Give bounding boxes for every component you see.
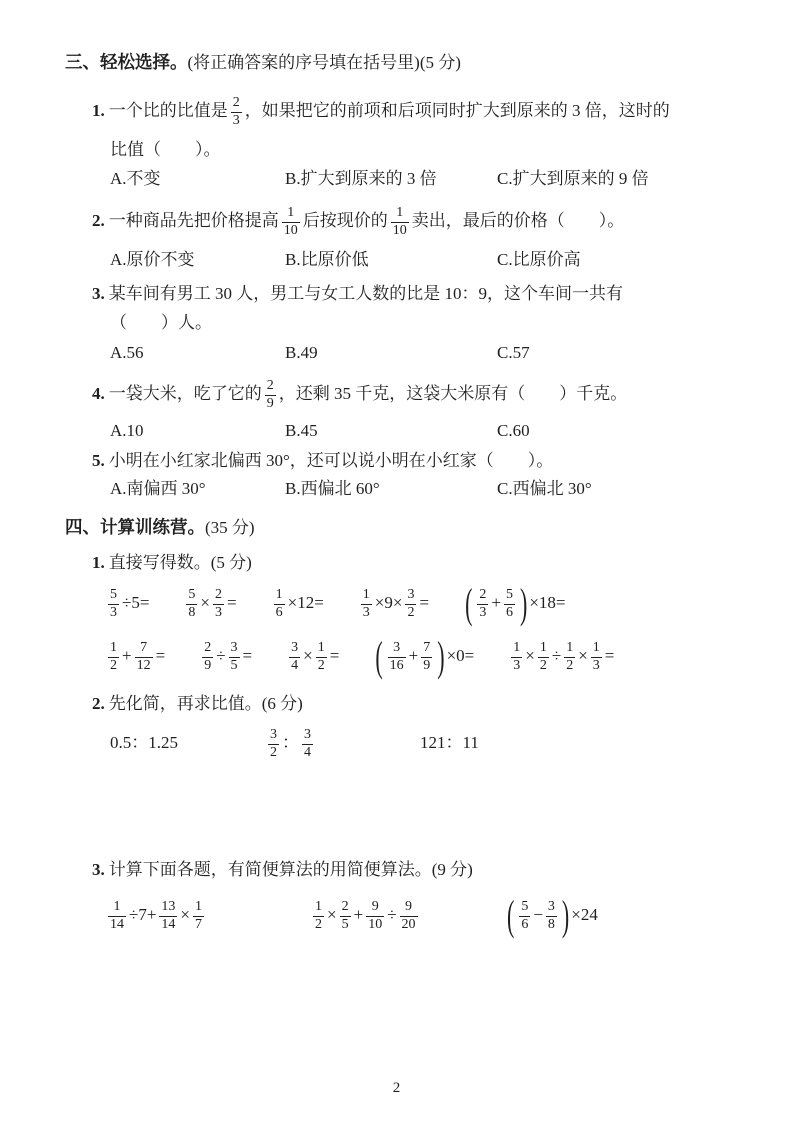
fraction-numerator: 1: [316, 640, 327, 658]
fraction: [421, 640, 432, 675]
fraction-numerator: 5: [108, 587, 119, 605]
fraction: [519, 899, 530, 934]
math-text: =: [227, 593, 237, 612]
fraction-numerator: 3: [546, 899, 557, 917]
fraction-numerator: 3: [302, 727, 313, 745]
fraction-denominator: 2: [407, 604, 415, 620]
fraction-denominator: 8: [188, 604, 196, 620]
question-4-options: [110, 420, 733, 442]
fraction-numerator: 1: [282, 205, 300, 223]
fraction: [405, 587, 416, 622]
question-1-option-b: B.扩大到原来的 3 倍: [285, 169, 437, 188]
fraction: [193, 899, 204, 934]
math-text: ÷: [551, 646, 562, 665]
fraction: [316, 640, 327, 675]
math-text: =: [155, 646, 166, 665]
fraction-numerator: 2: [231, 95, 242, 113]
math-text: 后按现价的: [302, 211, 388, 230]
math-text: ，如果把它的前项和后项同时扩大到原来的 3 倍，这时的: [244, 101, 670, 120]
math-text: 一个比的比值是: [108, 101, 228, 120]
question-2: [92, 198, 733, 271]
fraction-denominator: 8: [547, 916, 555, 932]
math-text: +: [353, 905, 364, 924]
fraction-numerator: 1: [361, 587, 372, 605]
question-3-text: [92, 283, 733, 305]
expression: [505, 889, 598, 941]
math-text: +: [122, 646, 132, 665]
question-5-number: 5.: [92, 451, 105, 470]
fraction-numerator: 9: [400, 899, 418, 917]
fraction-numerator: 5: [504, 587, 515, 605]
math-text: ，还剩 35 千克，这袋大米原有（ ）千克。: [278, 384, 628, 403]
question-4-number: 4.: [92, 384, 105, 403]
question-3-math: [109, 284, 623, 303]
fraction-numerator: 9: [366, 899, 384, 917]
fraction: [282, 205, 300, 240]
fraction-denominator: 3: [592, 657, 600, 673]
fraction-denominator: 9: [204, 657, 212, 673]
fraction-numerator: 1: [511, 640, 522, 658]
question-5-option-c: C.西偏北 30°: [497, 479, 592, 498]
fraction-numerator: 1: [313, 899, 324, 917]
math-text: ÷7+: [129, 905, 157, 924]
fraction-numerator: 5: [519, 899, 530, 917]
question-5: [92, 450, 733, 500]
question-5-text: [92, 450, 733, 472]
subquestion-2-title: [92, 693, 733, 715]
fraction: [265, 378, 276, 413]
section-4-title: 四、计算训练营。: [65, 517, 205, 537]
math-text: +: [408, 646, 419, 665]
fraction: [391, 205, 409, 240]
question-1-option-c: C.扩大到原来的 9 倍: [497, 169, 649, 188]
fraction-numerator: 1: [391, 205, 409, 223]
fraction: [186, 587, 197, 622]
math-text: =: [419, 593, 430, 612]
math-text: 某车间有男工 30 人，男工与女工人数的比是 10：9，这个车间一共有: [108, 284, 623, 303]
calc-expression: [508, 632, 614, 680]
fraction: [274, 587, 285, 622]
fraction-numerator: 1: [591, 640, 602, 658]
fraction: [135, 640, 153, 675]
fraction: [361, 587, 372, 622]
right-paren: ): [520, 579, 528, 627]
fraction: [538, 640, 549, 675]
math-text: 卖出，最后的价格（ ）。: [411, 211, 625, 230]
fraction-denominator: 3: [479, 604, 487, 620]
question-1-text-continued: 比值（ ）。: [110, 140, 221, 159]
fraction-numerator: 5: [186, 587, 197, 605]
calc-expression: [271, 579, 324, 627]
fraction-denominator: 5: [341, 916, 349, 932]
fraction-denominator: 10: [368, 916, 383, 932]
question-2-options: [110, 249, 733, 271]
math-text: 121：11: [420, 733, 479, 752]
fraction-denominator: 2: [270, 744, 277, 760]
fraction-denominator: 2: [539, 657, 547, 673]
fraction-numerator: 7: [421, 640, 432, 658]
fraction-numerator: 1: [538, 640, 549, 658]
calculation-row-1: [105, 579, 733, 627]
question-2-option-a: A.原价不变: [110, 250, 195, 269]
math-text: ×: [303, 646, 313, 665]
fraction-numerator: 1: [108, 899, 126, 917]
subquestion-2-number: 2.: [92, 694, 105, 713]
question-1-number: 1.: [92, 101, 105, 120]
subquestion-1-number: 1.: [92, 553, 105, 572]
question-2-math: [108, 204, 625, 238]
section-4-points: (35 分): [205, 518, 255, 537]
fraction-denominator: 3: [110, 604, 117, 620]
expression: [105, 889, 310, 941]
question-1-option-a: A.不变: [110, 169, 161, 188]
question-5-option-a: A.南偏西 30°: [110, 479, 206, 498]
fraction: [289, 640, 300, 675]
left-paren: (: [465, 579, 473, 627]
ratio-expression: [110, 722, 265, 764]
calc-expression: [105, 579, 149, 627]
fraction-denominator: 20: [401, 916, 416, 932]
fraction: [340, 899, 351, 934]
subquestion-3-number: 3.: [92, 860, 105, 879]
fraction: [108, 587, 119, 622]
fraction-denominator: 6: [275, 604, 283, 620]
fraction: [388, 640, 406, 675]
math-text: ×: [180, 905, 191, 924]
fraction-numerator: 2: [202, 640, 213, 658]
fraction-denominator: 2: [566, 657, 574, 673]
math-text: ×12=: [287, 593, 324, 612]
expression-row: [105, 889, 733, 941]
question-4-option-c: C.60: [497, 421, 530, 440]
fraction: [477, 587, 488, 622]
fraction: [108, 899, 126, 934]
math-text: ×9×: [374, 593, 403, 612]
fraction-numerator: 2: [340, 899, 351, 917]
fraction-denominator: 2: [317, 657, 325, 673]
calc-expression: [463, 579, 565, 627]
left-paren: (: [375, 632, 383, 680]
fraction: [213, 587, 224, 622]
fraction-denominator: 16: [389, 657, 404, 673]
math-text: ：: [282, 733, 299, 752]
math-text: 一种商品先把价格提高: [108, 211, 279, 230]
question-3-option-b: B.49: [285, 343, 318, 362]
fraction: [159, 899, 177, 934]
math-text: =: [329, 646, 340, 665]
subquestion-3-label: 计算下面各题，有简便算法的用简便算法。(9 分): [108, 860, 473, 879]
ratio-row: [110, 722, 733, 764]
expression: [310, 889, 505, 941]
fraction: [202, 640, 213, 675]
fraction-denominator: 10: [392, 222, 407, 238]
math-text: 小明在小红家北偏西 30°，还可以说小明在小红家（ ）。: [108, 451, 554, 470]
question-1-math: [108, 94, 670, 128]
question-3-option-c: C.57: [497, 343, 530, 362]
question-2-option-b: B.比原价低: [285, 250, 369, 269]
math-text: 一袋大米，吃了它的: [108, 384, 262, 403]
section-3-title: 三、轻松选择。: [65, 52, 188, 72]
calc-expression: [183, 579, 236, 627]
fraction-numerator: 1: [108, 640, 119, 658]
fraction-numerator: 1: [274, 587, 285, 605]
question-5-option-b: B.西偏北 60°: [285, 479, 380, 498]
math-text: ×0=: [446, 646, 475, 665]
math-text: ×: [327, 905, 337, 924]
fraction-numerator: 2: [265, 378, 276, 396]
fraction: [546, 899, 557, 934]
fraction: [231, 95, 242, 130]
calc-expression: [286, 632, 339, 680]
question-2-number: 2.: [92, 211, 105, 230]
fraction-denominator: 6: [506, 604, 513, 620]
fraction: [366, 899, 384, 934]
left-paren: (: [507, 891, 515, 939]
fraction-numerator: 1: [564, 640, 575, 658]
fraction: [564, 640, 575, 675]
math-text: ×: [578, 646, 588, 665]
fraction-numerator: 7: [135, 640, 153, 658]
fraction: [313, 899, 324, 934]
fraction-denominator: 9: [266, 395, 274, 411]
section-3-instructions: (将正确答案的序号填在括号里)(5 分): [187, 53, 461, 72]
question-1-options: [110, 168, 733, 190]
fraction-denominator: 2: [315, 916, 322, 932]
question-1-text: [92, 88, 733, 134]
right-paren: ): [561, 891, 570, 939]
fraction-denominator: 3: [362, 604, 370, 620]
question-1: [92, 88, 733, 190]
ratio-expression: [420, 722, 479, 764]
fraction-numerator: 1: [193, 899, 204, 917]
question-5-math: [109, 451, 554, 470]
calc-expression: [358, 579, 429, 627]
calc-expression: [373, 632, 474, 680]
fraction-numerator: 3: [229, 640, 240, 658]
fraction: [591, 640, 602, 675]
math-text: ×: [525, 646, 535, 665]
fraction: [229, 640, 240, 675]
question-3-options: [110, 342, 733, 364]
fraction-numerator: 2: [213, 587, 224, 605]
calc-expression: [105, 632, 165, 680]
question-4-math: [108, 377, 628, 411]
question-3-number: 3.: [92, 284, 105, 303]
ratio-expression: [265, 722, 420, 764]
question-2-option-c: C.比原价高: [497, 250, 581, 269]
section-4-header: [65, 513, 733, 539]
fraction: [108, 640, 119, 675]
fraction-denominator: 7: [195, 916, 203, 932]
fraction-numerator: 3: [289, 640, 300, 658]
fraction-numerator: 3: [388, 640, 406, 658]
math-text: =: [242, 646, 253, 665]
fraction: [511, 640, 522, 675]
calc-expression: [199, 632, 252, 680]
fraction-denominator: 5: [230, 657, 238, 673]
subquestion-1-label: 直接写得数。(5 分): [108, 553, 252, 572]
fraction-denominator: 6: [521, 916, 529, 932]
fraction-numerator: 3: [268, 727, 279, 745]
question-3-option-a: A.56: [110, 343, 144, 362]
fraction-denominator: 14: [110, 916, 124, 932]
math-text: +: [491, 593, 501, 612]
fraction-numerator: 2: [477, 587, 488, 605]
math-text: −: [533, 905, 543, 924]
fraction: [268, 727, 279, 762]
subquestion-2-label: 先化简，再求比值。(6 分): [108, 694, 303, 713]
question-2-text: [92, 198, 733, 244]
calculation-row-2: [105, 632, 733, 680]
fraction-denominator: 3: [215, 604, 223, 620]
math-text: ×: [200, 593, 211, 612]
fraction-denominator: 10: [283, 222, 298, 238]
question-4-option-a: A.10: [110, 421, 144, 440]
fraction: [504, 587, 515, 622]
fraction-denominator: 4: [304, 744, 311, 760]
subquestion-3-title: [92, 859, 733, 881]
fraction-denominator: 4: [291, 657, 299, 673]
fraction-numerator: 3: [405, 587, 416, 605]
fraction-denominator: 9: [423, 657, 431, 673]
page-number: 2: [392, 1080, 401, 1096]
question-4: [92, 371, 733, 442]
question-5-options: [110, 478, 733, 500]
math-text: ×24: [571, 905, 598, 924]
math-text: ÷: [216, 646, 226, 665]
question-4-option-b: B.45: [285, 421, 318, 440]
math-text: 0.5：1.25: [110, 733, 178, 752]
fraction-denominator: 14: [161, 916, 176, 932]
fraction-numerator: 13: [159, 899, 177, 917]
subquestion-1-title: [92, 552, 733, 574]
question-3-text-continued: （ ）人。: [110, 313, 212, 332]
math-text: =: [604, 646, 615, 665]
section-3-header: [65, 48, 733, 74]
math-text: ÷5=: [122, 593, 150, 612]
math-text: ÷: [387, 905, 397, 924]
fraction: [302, 727, 313, 762]
question-3: [92, 283, 733, 364]
fraction-denominator: 3: [232, 112, 240, 128]
fraction-denominator: 3: [513, 657, 521, 673]
math-text: ×18=: [529, 593, 566, 612]
question-4-text: [92, 371, 733, 417]
right-paren: ): [437, 632, 445, 680]
fraction-denominator: 2: [110, 657, 117, 673]
fraction: [400, 899, 418, 934]
fraction-denominator: 12: [136, 657, 151, 673]
